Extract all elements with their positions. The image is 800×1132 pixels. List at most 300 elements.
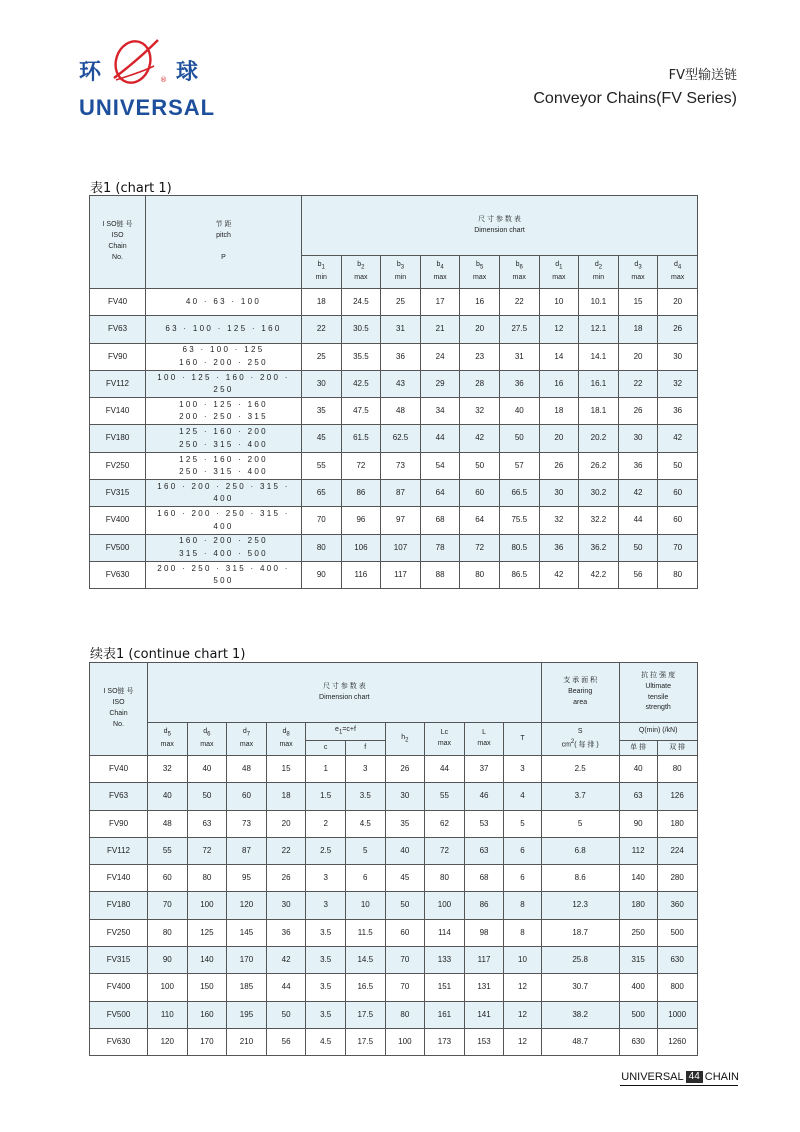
chain-no-cell: FV140: [90, 865, 148, 892]
value-cell: 70: [385, 947, 425, 974]
chart2-header-row: [90, 663, 698, 723]
symbol-subscript: 8: [286, 731, 290, 738]
value-cell: 60: [658, 480, 698, 507]
symbol-letter: e: [335, 726, 339, 734]
column-symbol-header: [148, 723, 188, 756]
value-cell: 16: [460, 289, 500, 316]
column-symbol-header: [302, 256, 342, 289]
pitch-value: 100 · 125 · 160: [179, 399, 268, 409]
value-cell: 72: [425, 837, 465, 864]
symbol-subscript: 2: [405, 737, 409, 744]
symbol-letter: d: [555, 261, 560, 269]
iso-header-line: I SO链 号: [103, 688, 134, 696]
value-cell: 500: [657, 919, 697, 946]
value-cell: 6: [504, 865, 541, 892]
value-cell: 6.8: [541, 837, 619, 864]
symbol-subscript: 2: [361, 264, 365, 271]
iso-header-line: No.: [113, 720, 124, 728]
value-cell: 63: [619, 783, 657, 810]
symbol-subscript: 2: [598, 264, 603, 271]
double-strand-header: 双 排: [657, 741, 697, 756]
value-cell: 15: [266, 756, 306, 783]
value-cell: 32.2: [579, 507, 619, 534]
value-cell: 42.2: [579, 561, 619, 588]
value-cell: 8: [504, 892, 541, 919]
symbol-letter: b: [357, 261, 362, 269]
value-cell: 30: [385, 783, 425, 810]
value-cell: 800: [657, 974, 697, 1001]
value-cell: 80: [148, 919, 188, 946]
value-cell: 60: [385, 919, 425, 946]
value-cell: 110: [148, 1001, 188, 1028]
pitch-value: 315 · 400 · 500: [179, 548, 268, 558]
value-cell: 3.5: [306, 1001, 346, 1028]
value-cell: 125: [187, 919, 227, 946]
table-row: [90, 398, 698, 425]
value-cell: 20: [618, 343, 658, 370]
value-cell: 173: [425, 1028, 465, 1055]
value-cell: 42: [618, 480, 658, 507]
iso-header-line: No.: [112, 253, 123, 261]
value-cell: 95: [227, 865, 267, 892]
value-cell: 68: [420, 507, 460, 534]
symbol-letter: d: [282, 728, 287, 736]
value-cell: 42: [539, 561, 579, 588]
chain-no-cell: FV180: [90, 425, 146, 452]
value-cell: 98: [464, 919, 504, 946]
symbol-limit: max: [437, 740, 452, 747]
value-cell: 48.7: [541, 1028, 619, 1055]
value-cell: 2.5: [306, 837, 346, 864]
iso-chain-header: [90, 196, 146, 289]
logo-globe-icon: [108, 36, 164, 90]
column-symbol-header: [266, 723, 306, 756]
value-cell: 22: [302, 316, 342, 343]
value-cell: 42: [460, 425, 500, 452]
value-cell: 10.1: [579, 289, 619, 316]
value-cell: 400: [619, 974, 657, 1001]
value-cell: 3.5: [306, 947, 346, 974]
value-cell: 630: [657, 947, 697, 974]
value-cell: 75.5: [499, 507, 539, 534]
value-cell: 64: [460, 507, 500, 534]
pitch-cell: [146, 452, 302, 479]
value-cell: 10: [539, 289, 579, 316]
symbol-limit: max: [671, 273, 685, 281]
value-cell: 22: [618, 370, 658, 397]
logo-cn-left: 环: [79, 60, 102, 85]
table-row: [90, 783, 698, 810]
pitch-cell: [146, 289, 302, 316]
symbol-subscript: 4: [677, 264, 682, 271]
table-row: [90, 561, 698, 588]
value-cell: 4: [504, 783, 541, 810]
value-cell: 48: [227, 756, 267, 783]
value-cell: 50: [187, 783, 227, 810]
value-cell: 12: [539, 316, 579, 343]
value-cell: 250: [619, 919, 657, 946]
table-row: [90, 507, 698, 534]
value-cell: 14: [539, 343, 579, 370]
pitch-cell: [146, 561, 302, 588]
table-row: [90, 892, 698, 919]
value-cell: 63: [187, 810, 227, 837]
value-cell: 2.5: [541, 756, 619, 783]
footer-chain: CHAIN: [704, 1071, 739, 1083]
value-cell: 46: [464, 783, 504, 810]
s-header: [541, 723, 619, 756]
value-cell: 170: [187, 1028, 227, 1055]
value-cell: 36: [266, 919, 306, 946]
pitch-cell: [146, 425, 302, 452]
dimension-chart-header: [148, 663, 542, 723]
value-cell: 18.7: [541, 919, 619, 946]
bearing-header-line: area: [573, 698, 588, 706]
column-symbol-header: [381, 256, 421, 289]
value-cell: 16: [539, 370, 579, 397]
value-cell: 50: [618, 534, 658, 561]
chart1-caption: 表1 (chart 1): [90, 181, 172, 196]
symbol-limit: max: [200, 740, 214, 748]
value-cell: 20: [539, 425, 579, 452]
value-cell: 8.6: [541, 865, 619, 892]
chain-no-cell: FV630: [90, 1028, 148, 1055]
value-cell: 1.5: [306, 783, 346, 810]
value-cell: 40: [619, 756, 657, 783]
value-cell: 40: [385, 837, 425, 864]
value-cell: 18: [539, 398, 579, 425]
value-cell: 86: [341, 480, 381, 507]
value-cell: 97: [381, 507, 421, 534]
value-cell: 44: [266, 974, 306, 1001]
value-cell: 54: [420, 452, 460, 479]
f-header: f: [345, 741, 385, 756]
value-cell: 5: [504, 810, 541, 837]
s-unit: cm: [561, 741, 571, 749]
pitch-value: 250 · 315 · 400: [179, 439, 268, 449]
value-cell: 45: [385, 865, 425, 892]
pitch-cell: [146, 316, 302, 343]
chain-no-cell: FV500: [90, 1001, 148, 1028]
symbol-limit: max: [433, 273, 447, 281]
symbol-limit: max: [473, 273, 487, 281]
page-title-en: Conveyor Chains(FV Series): [533, 90, 737, 107]
value-cell: 44: [425, 756, 465, 783]
table-row: [90, 1028, 698, 1055]
value-cell: 30: [302, 370, 342, 397]
value-cell: 20.2: [579, 425, 619, 452]
dimension-header-cn: 尺 寸 参 数 表: [322, 682, 366, 690]
value-cell: 87: [381, 480, 421, 507]
value-cell: 14.1: [579, 343, 619, 370]
value-cell: 6: [345, 865, 385, 892]
value-cell: 40: [148, 783, 188, 810]
symbol-limit: max: [354, 273, 368, 281]
value-cell: 24: [420, 343, 460, 370]
q-min-header: Q(min) (/kN): [619, 723, 697, 741]
value-cell: 17.5: [345, 1028, 385, 1055]
s-label: S: [577, 727, 583, 735]
page-footer: [621, 1071, 739, 1083]
iso-chain-header: [90, 663, 148, 756]
value-cell: 26: [618, 398, 658, 425]
value-cell: 100: [425, 892, 465, 919]
value-cell: 10: [504, 947, 541, 974]
value-cell: 1260: [657, 1028, 697, 1055]
chain-no-cell: FV250: [90, 919, 148, 946]
e1-header: [306, 723, 385, 741]
pitch-cell: [146, 343, 302, 370]
iso-header-line: Chain: [108, 243, 127, 250]
h2-header: [385, 723, 425, 756]
footer-brand: UNIVERSAL: [621, 1071, 684, 1083]
value-cell: 30: [618, 425, 658, 452]
value-cell: 180: [619, 892, 657, 919]
symbol-subscript: 5: [167, 731, 171, 738]
pitch-cell: [146, 534, 302, 561]
symbol-letter: b: [396, 261, 401, 269]
iso-header-line: Chain: [109, 710, 128, 717]
table-row: [90, 919, 698, 946]
chart2-symbol-row: [90, 723, 698, 741]
value-cell: 86: [464, 892, 504, 919]
value-cell: 17.5: [345, 1001, 385, 1028]
value-cell: 20: [266, 810, 306, 837]
value-cell: 48: [148, 810, 188, 837]
value-cell: 80.5: [499, 534, 539, 561]
value-cell: 500: [619, 1001, 657, 1028]
page-title-cn: FV型输送链: [668, 68, 737, 83]
value-cell: 26: [385, 756, 425, 783]
value-cell: 50: [499, 425, 539, 452]
pitch-value: 200 · 250 · 315 · 400 · 500: [157, 563, 290, 586]
table-row: [90, 480, 698, 507]
table-row: [90, 1001, 698, 1028]
value-cell: 3: [504, 756, 541, 783]
value-cell: 26: [658, 316, 698, 343]
chain-no-cell: FV112: [90, 370, 146, 397]
l-header: [464, 723, 504, 756]
value-cell: 65: [302, 480, 342, 507]
value-cell: 117: [464, 947, 504, 974]
symbol-limit: max: [279, 740, 293, 748]
value-cell: 60: [148, 865, 188, 892]
symbol-letter: d: [634, 261, 639, 269]
chain-no-cell: FV250: [90, 452, 146, 479]
value-cell: 42.5: [341, 370, 381, 397]
footer-rule: [620, 1085, 738, 1086]
single-strand-header: 单 排: [619, 741, 657, 756]
value-cell: 145: [227, 919, 267, 946]
pitch-value: 160 · 200 · 250 · 315 · 400: [157, 481, 290, 504]
pitch-cell: [146, 480, 302, 507]
strength-header-line: Ultimate: [645, 682, 671, 690]
value-cell: 12.1: [579, 316, 619, 343]
value-cell: 62.5: [381, 425, 421, 452]
pitch-value: 63 · 100 · 125 · 160: [165, 324, 282, 334]
value-cell: 6: [504, 837, 541, 864]
value-cell: 50: [266, 1001, 306, 1028]
value-cell: 30: [266, 892, 306, 919]
value-cell: 37: [464, 756, 504, 783]
value-cell: 3.5: [306, 974, 346, 1001]
symbol-letter: d: [674, 261, 678, 269]
chain-no-cell: FV315: [90, 480, 146, 507]
pitch-value: 63 · 100 · 125: [182, 345, 265, 355]
e1-formula: =c+f: [342, 726, 356, 734]
symbol-subscript: 6: [207, 731, 211, 738]
value-cell: 131: [464, 974, 504, 1001]
l-label: L: [482, 729, 486, 737]
symbol-limit: max: [512, 273, 526, 281]
value-cell: 80: [385, 1001, 425, 1028]
value-cell: 50: [385, 892, 425, 919]
pitch-cell: [146, 507, 302, 534]
symbol-letter: h: [401, 733, 406, 741]
value-cell: 35: [302, 398, 342, 425]
column-symbol-header: [539, 256, 579, 289]
value-cell: 315: [619, 947, 657, 974]
table-row: [90, 316, 698, 343]
value-cell: 70: [302, 507, 342, 534]
lc-header: [425, 723, 465, 756]
value-cell: 32: [148, 756, 188, 783]
value-cell: 35.5: [341, 343, 381, 370]
value-cell: 161: [425, 1001, 465, 1028]
value-cell: 42: [658, 425, 698, 452]
chain-no-cell: FV40: [90, 289, 146, 316]
symbol-subscript: 4: [440, 264, 444, 271]
chart2-caption: 续表1 (continue chart 1): [90, 647, 246, 662]
iso-header-line: ISO: [112, 699, 125, 707]
table-row: [90, 343, 698, 370]
value-cell: 112: [619, 837, 657, 864]
value-cell: 3: [306, 892, 346, 919]
value-cell: 56: [618, 561, 658, 588]
strength-header-line: strength: [645, 704, 671, 712]
pitch-value: 250 · 315 · 400: [179, 466, 268, 476]
value-cell: 55: [302, 452, 342, 479]
value-cell: 29: [420, 370, 460, 397]
value-cell: 47.5: [341, 398, 381, 425]
dimension-chart-header: [302, 196, 698, 256]
table-row: [90, 370, 698, 397]
value-cell: 140: [619, 865, 657, 892]
symbol-subscript: 1: [338, 729, 343, 736]
symbol-subscript: 6: [519, 264, 523, 271]
value-cell: 30: [539, 480, 579, 507]
table-row: [90, 810, 698, 837]
value-cell: 60: [460, 480, 500, 507]
table-row: [90, 756, 698, 783]
column-symbol-header: [341, 256, 381, 289]
value-cell: 35: [385, 810, 425, 837]
value-cell: 12: [504, 1001, 541, 1028]
symbol-letter: b: [515, 261, 520, 269]
value-cell: 210: [227, 1028, 267, 1055]
value-cell: 87: [227, 837, 267, 864]
pitch-value: 125 · 160 · 200: [179, 454, 268, 464]
value-cell: 70: [385, 974, 425, 1001]
symbol-limit: max: [239, 740, 254, 748]
value-cell: 116: [341, 561, 381, 588]
value-cell: 133: [425, 947, 465, 974]
chain-no-cell: FV140: [90, 398, 146, 425]
value-cell: 64: [420, 480, 460, 507]
value-cell: 100: [187, 892, 227, 919]
value-cell: 4.5: [345, 810, 385, 837]
value-cell: 53: [464, 810, 504, 837]
value-cell: 36.2: [579, 534, 619, 561]
value-cell: 4.5: [306, 1028, 346, 1055]
value-cell: 50: [460, 452, 500, 479]
value-cell: 80: [658, 561, 698, 588]
value-cell: 26: [539, 452, 579, 479]
value-cell: 15: [618, 289, 658, 316]
value-cell: 36: [499, 370, 539, 397]
symbol-limit: min: [394, 273, 407, 281]
value-cell: 70: [658, 534, 698, 561]
value-cell: 21: [420, 316, 460, 343]
value-cell: 195: [227, 1001, 267, 1028]
value-cell: 31: [381, 316, 421, 343]
table-row: [90, 452, 698, 479]
value-cell: 73: [381, 452, 421, 479]
value-cell: 72: [341, 452, 381, 479]
value-cell: 43: [381, 370, 421, 397]
value-cell: 114: [425, 919, 465, 946]
value-cell: 90: [302, 561, 342, 588]
value-cell: 32: [539, 507, 579, 534]
value-cell: 160: [187, 1001, 227, 1028]
value-cell: 20: [460, 316, 500, 343]
value-cell: 68: [464, 865, 504, 892]
value-cell: 80: [187, 865, 227, 892]
value-cell: 22: [499, 289, 539, 316]
symbol-subscript: 1: [321, 264, 325, 271]
value-cell: 170: [227, 947, 267, 974]
value-cell: 26: [266, 865, 306, 892]
chain-no-cell: FV63: [90, 316, 146, 343]
chain-no-cell: FV180: [90, 892, 148, 919]
iso-header-line: ISO: [111, 232, 124, 240]
chain-no-cell: FV90: [90, 810, 148, 837]
value-cell: 141: [464, 1001, 504, 1028]
column-symbol-header: [460, 256, 500, 289]
symbol-letter: d: [203, 728, 208, 736]
value-cell: 36: [381, 343, 421, 370]
symbol-limit: min: [592, 273, 605, 281]
pitch-value: 200 · 250 · 315: [179, 412, 268, 422]
chart2-table: [89, 662, 698, 1056]
symbol-limit: min: [315, 273, 327, 281]
column-symbol-header: [579, 256, 619, 289]
table-row: [90, 425, 698, 452]
logo-cn-right: 球: [176, 60, 199, 85]
value-cell: 80: [657, 756, 697, 783]
value-cell: 61.5: [341, 425, 381, 452]
table-row: [90, 534, 698, 561]
value-cell: 30.7: [541, 974, 619, 1001]
value-cell: 73: [227, 810, 267, 837]
value-cell: 60: [658, 507, 698, 534]
value-cell: 55: [148, 837, 188, 864]
value-cell: 180: [657, 810, 697, 837]
value-cell: 16.1: [579, 370, 619, 397]
symbol-limit: max: [160, 740, 174, 748]
value-cell: 80: [302, 534, 342, 561]
symbol-letter: d: [594, 261, 599, 269]
